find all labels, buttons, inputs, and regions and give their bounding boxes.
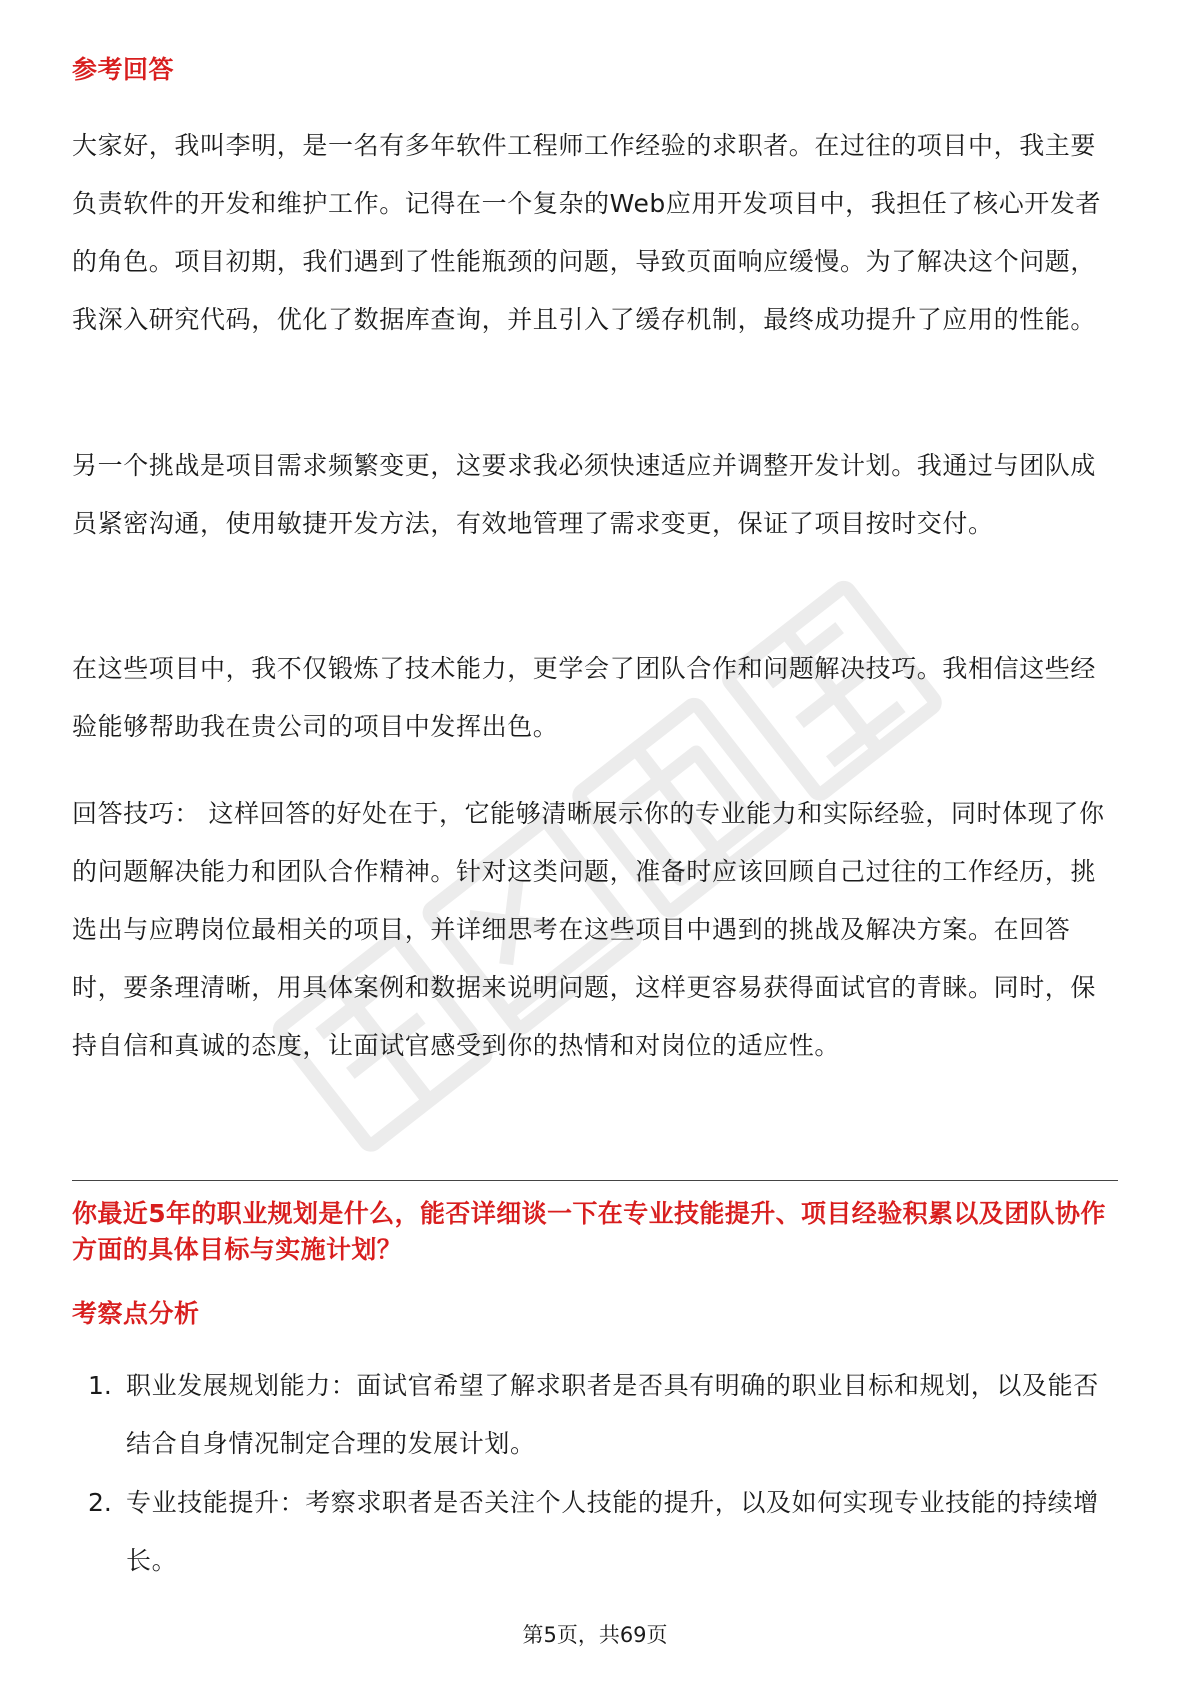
list-item-number: 2.	[88, 1488, 112, 1517]
page-footer: 第5页，共69页	[522, 1623, 668, 1647]
analysis-heading: 考察点分析	[72, 1299, 200, 1328]
answer-paragraph-2: 另一个挑战是项目需求频繁变更，这要求我必须快速适应并调整开发计划。我通过与团队成员紧密沟通，使用敏捷开发方法，有效地管理了需求变更，保证了项目按时交付。	[72, 451, 1097, 538]
list-item-text: 职业发展规划能力：面试官希望了解求职者是否具有明确的职业目标和规划，以及能否结合自身情况制定合理的发展计划。	[126, 1371, 1099, 1458]
answer-paragraph-3: 在这些项目中，我不仅锻炼了技术能力，更学会了团队合作和问题解决技巧。我相信这些经验能够帮助我在贵公司的项目中发挥出色。	[72, 654, 1097, 741]
reference-answer-heading: 参考回答	[72, 55, 175, 84]
section-divider	[72, 1180, 1118, 1181]
interview-question: 你最近5年的职业规划是什么，能否详细谈一下在专业技能提升、项目经验积累以及团队协作方面的具体目标与实施计划？	[72, 1199, 1106, 1264]
answer-tips-paragraph: 回答技巧： 这样回答的好处在于，它能够清晰展示你的专业能力和实际经验，同时体现了你的问题解决能力和团队合作精神。针对这类问题，准备时应该回顾自己过往的工作经历，挑选出与应聘岗位最相关的项目，并详细思考在这些项目中遇到的挑战及解决方案。在回答时，要条理清晰，用具体案例和数据来说明问题，这样更容易获得面试官的青睐。同时，保持自信和真诚的态度，让面试官感受到你的热情和对岗位的适应性。	[72, 799, 1105, 1060]
answer-paragraph-1: 大家好，我叫李明，是一名有多年软件工程师工作经验的求职者。在过往的项目中，我主要负责软件的开发和维护工作。记得在一个复杂的Web应用开发项目中，我担任了核心开发者的角色。项目初期，我们遇到了性能瓶颈的问题，导致页面响应缓慢。为了解决这个问题，我深入研究代码，优化了数据库查询，并且引入了缓存机制，最终成功提升了应用的性能。	[72, 131, 1102, 334]
list-item-number: 1.	[88, 1371, 112, 1400]
list-item-text: 专业技能提升：考察求职者是否关注个人技能的提升，以及如何实现专业技能的持续增长。	[126, 1488, 1099, 1575]
